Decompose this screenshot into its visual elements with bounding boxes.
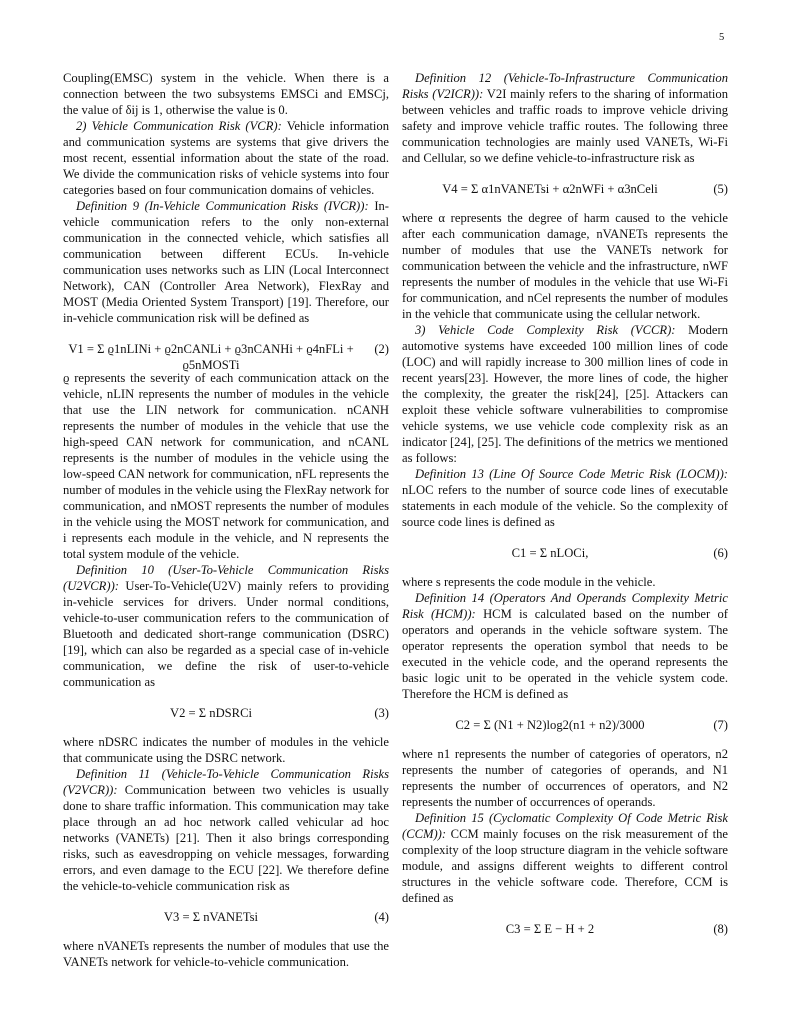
equation-number: (5): [713, 182, 728, 196]
left-column: [63, 70, 389, 970]
equation-body: C1 = Σ nLOCi,: [511, 546, 589, 560]
definition-heading: Definition 14 (Operators And Operands Complexity Metric Risk (HCM)):: [402, 591, 728, 621]
equation-body: V2 = Σ nDSRCi: [170, 706, 252, 720]
definition: [63, 766, 389, 894]
definition-heading: Definition 11 (Vehicle-To-Vehicle Communication Risks (V2VCR)):: [63, 767, 389, 797]
definition-text: Communication between two vehicles is usually done to share traffic information. This communication may take place through an ad hoc network called vehicular ad hoc networks (VANETs) [21]. Then it also brings corresponding risks, such as eavesdropping on vehicle messages, forwarding errors, and even damage to the ECU [22]. We therefore define the vehicle-to-vehicle communication risk as: [63, 783, 389, 893]
definition: [402, 466, 728, 530]
equation-7: [402, 708, 728, 742]
definition: [63, 562, 389, 690]
paragraph: where nVANETs represents the number of modules that use the VANETs network for vehicle-to-vehicle communication.: [63, 939, 389, 969]
definition-text: HCM is calculated based on the number of operators and operands in the vehicle software system. The operator represents the operation symbol that needs to be executed in the vehicle code, and the operand represents the basic logic unit to be operated in the vehicle system code. Therefore the HCM is defined as: [402, 607, 728, 701]
definition: [63, 198, 389, 326]
equation-body: C2 = Σ (N1 + N2)log2(n1 + n2)/3000: [455, 718, 645, 732]
equation-8: [402, 912, 728, 946]
page-number: 5: [719, 32, 725, 43]
equation-6: [402, 536, 728, 570]
equation-3: [63, 696, 389, 730]
definition: [402, 70, 728, 166]
equation-5: [402, 172, 728, 206]
paragraph-text: Modern automotive systems have exceeded 100 million lines of code (LOC) and will rapidly increase to 300 million lines of code in recent years[23]. However, the more lines of code, the higher the complexity, the greater the risk[24], [25]. Attackers can exploit these vehicle software vulnerabilities to compromise vehicle systems, we use vehicle code complexity risk as an indicator [24], [25]. The definitions of the metrics we mentioned as follows:: [402, 323, 728, 465]
equation-4: [63, 900, 389, 934]
definition-text: CCM mainly focuses on the risk measurement of the complexity of the loop structure diagram in the vehicle software module, and assigns different weights to different control structures in the vehicle software code. Therefore, CCM is defined as: [402, 827, 728, 905]
definition: [402, 590, 728, 702]
equation-body: V3 = Σ nVANETsi: [163, 910, 259, 924]
paragraph: where n1 represents the number of categories of operators, n2 represents the number of categories of operands, and N1 represents the number of occurrences of operators, and N2 represents the number of occurrences of operands.: [402, 747, 728, 809]
paragraph: ϱ represents the severity of each communication attack on the vehicle, nLIN represents the number of modules in the vehicle that use the LIN network for communication. nCANH represents the number of modules in the vehicle that use the high-speed CAN network for communication, and nCANL represents is the number of modules in the vehicle using the low-speed CAN network for communication, nFL represents the number of modules in the vehicle using the FlexRay network for communication, and nMOST represents the number of modules in the vehicle using the MOST network for communication, and i represents each module in the vehicle, and N represents the total system module of the vehicle.: [63, 371, 389, 561]
equation-body: V1 = Σ ϱ1nLINi + ϱ2nCANLi + ϱ3nCANHi + ϱ4nFLi + ϱ5nMOSTi: [68, 342, 354, 372]
equation-number: (8): [713, 922, 728, 936]
paragraph: where α represents the degree of harm caused to the vehicle after each communication damage, nVANETs represents the number of modules that use the VANETs network for communication between the vehicle and the infrastructure, nWF represents the number of modules in the vehicle that use Wi-Fi for communication, and nCel represents the number of modules in the vehicle that communicate using the cellular network.: [402, 211, 728, 321]
equation-number: (2): [374, 342, 389, 356]
definition-text: User-To-Vehicle(U2V) mainly refers to providing in-vehicle services for drivers. Under normal conditions, vehicle-to-user communication refers to the communication of Bluetooth and dedicated short-range communication (DSRC) [19], which can also be regarded as a special case of in-vehicle communication, we define the risk of user-to-vehicle communication as: [63, 579, 389, 689]
right-column: [402, 70, 728, 950]
definition-heading: Definition 9 (In-Vehicle Communication Risks (IVCR)):: [76, 199, 369, 213]
subsection-heading: 3) Vehicle Code Complexity Risk (VCCR):: [415, 323, 676, 337]
definition-heading: Definition 15 (Cyclomatic Complexity Of Code Metric Risk (CCM)):: [402, 811, 728, 841]
definition-text: nLOC refers to the number of source code lines of executable statements in each module of the vehicle. So the complexity of source code lines is defined as: [402, 483, 728, 529]
equation-number: (4): [374, 910, 389, 924]
paragraph: [402, 322, 728, 466]
paragraph: where nDSRC indicates the number of modules in the vehicle that communicate using the DSRC network.: [63, 735, 389, 765]
definition-text: In-vehicle communication refers to the only non-external communication in the connected vehicle, which satisfies all communication between different ECUs. In-vehicle communication uses networks such as LIN (Local Interconnect Network), CAN (Controller Area Network), FlexRay and MOST (Media Oriented System Transport) [19]. Therefore, our in-vehicle communication risk will be defined as: [63, 199, 389, 325]
definition: [402, 810, 728, 906]
equation-number: (3): [374, 706, 389, 720]
subsection-heading: 2) Vehicle Communication Risk (VCR):: [76, 119, 282, 133]
paragraph-text: Vehicle information and communication systems are systems that give drivers the most recent, essential information about the state of the road. We divide the communication risks of vehicle systems into four categories based on four communication domains of vehicles.: [63, 119, 390, 197]
equation-2: [63, 332, 389, 372]
paragraph: Coupling(EMSC) system in the vehicle. When there is a connection between the two subsystems EMSCi and EMSCj, the value of δij is 1, otherwise the value is 0.: [63, 71, 389, 117]
paragraph: where s represents the code module in the vehicle.: [402, 575, 656, 589]
equation-body: V4 = Σ α1nVANETsi + α2nWFi + α3nCeli: [442, 182, 658, 196]
paragraph: [63, 118, 389, 198]
equation-body: C3 = Σ E − H + 2: [505, 922, 595, 936]
definition-heading: Definition 10 (User-To-Vehicle Communication Risks (U2VCR)):: [63, 563, 389, 593]
definition-heading: Definition 13 (Line Of Source Code Metric Risk (LOCM)):: [415, 467, 728, 481]
definition-text: V2I mainly refers to the sharing of information between vehicles and traffic roads to improve vehicle driving safety and improve vehicle traffic routes. The following three communication technologies are mainly used VANETs, Wi-Fi and Cellular, so we define vehicle-to-infrastructure risk as: [402, 87, 729, 165]
definition-heading: Definition 12 (Vehicle-To-Infrastructure Communication Risks (V2ICR)):: [402, 71, 728, 101]
equation-number: (6): [713, 546, 728, 560]
equation-number: (7): [713, 718, 728, 732]
